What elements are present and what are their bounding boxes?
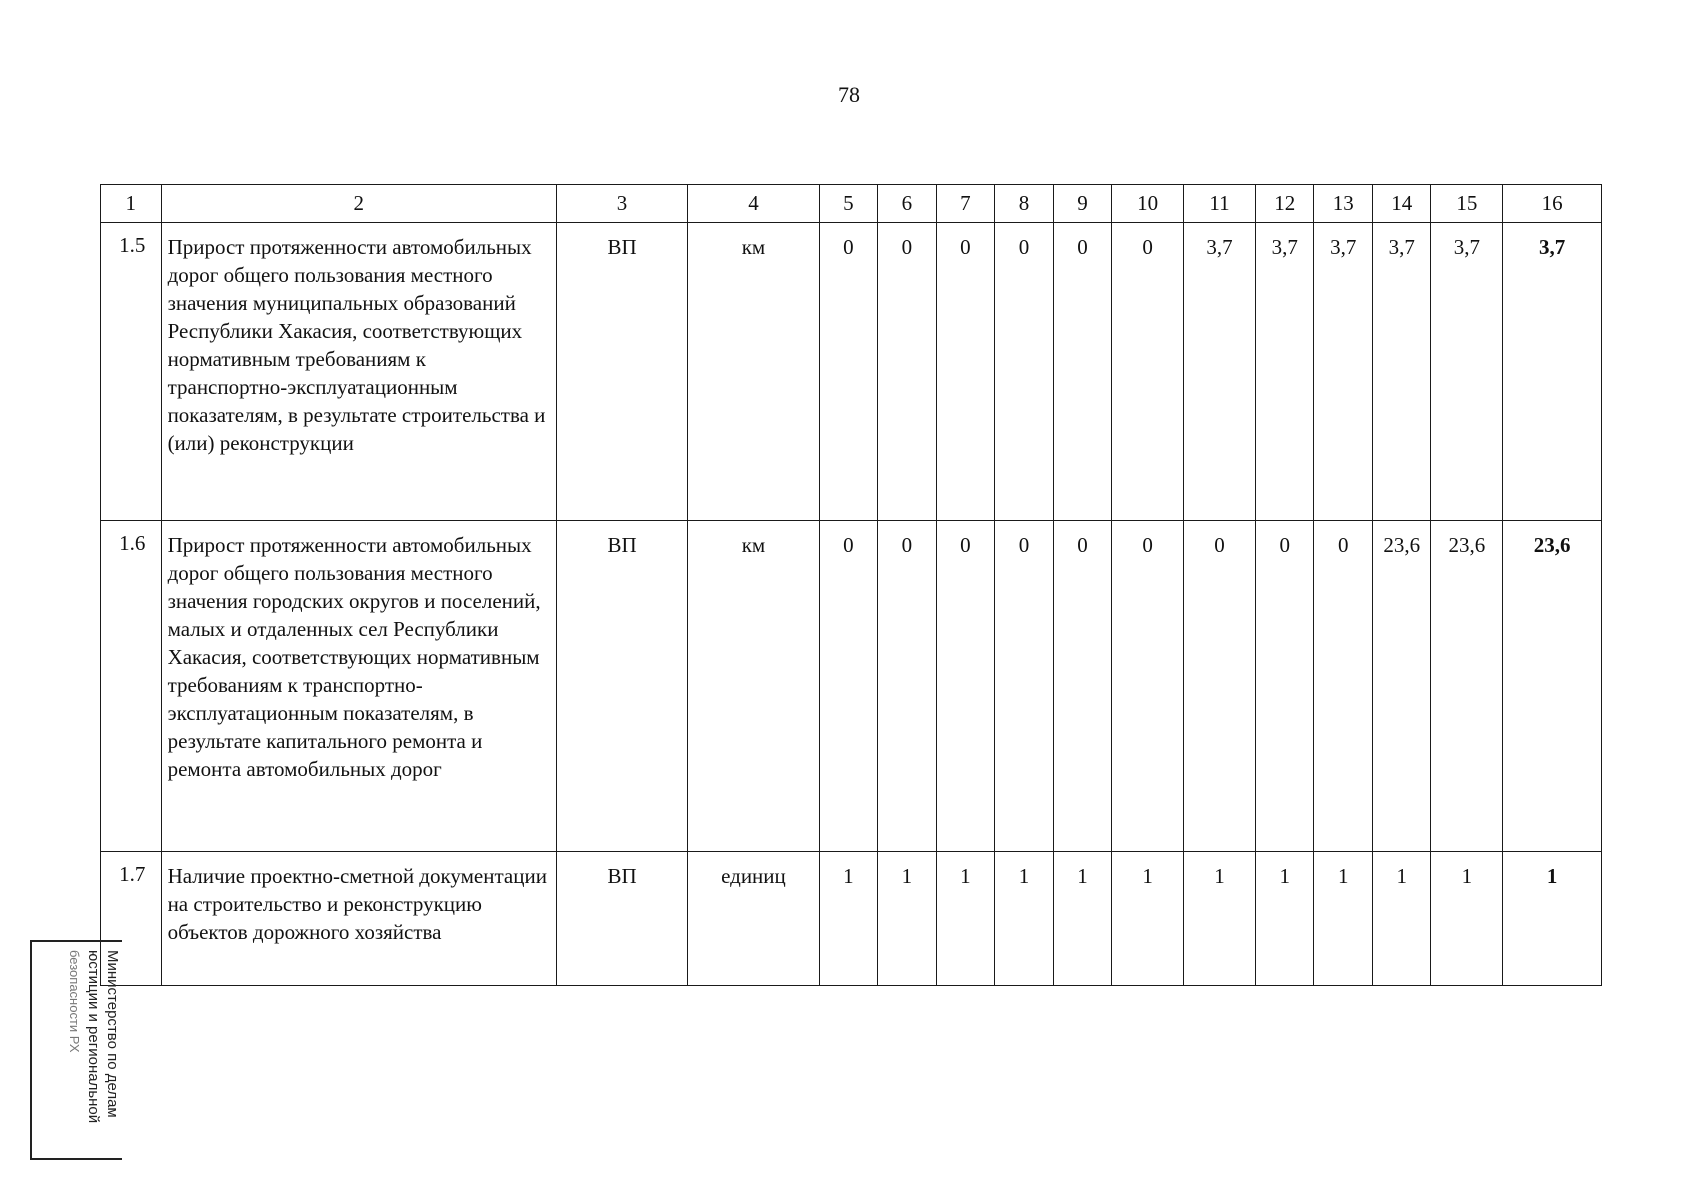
header-cell: 10: [1112, 185, 1184, 223]
value-cell: 0: [936, 223, 995, 521]
indicators-table: [100, 184, 1602, 986]
header-cell: 7: [936, 185, 995, 223]
page-number: 78: [838, 82, 860, 107]
header-cell: 16: [1503, 185, 1602, 223]
value-cell: 0: [1053, 521, 1112, 852]
value-cell: 0: [1184, 521, 1256, 852]
value-cell: 1: [1255, 852, 1314, 986]
value-cell: 1: [1053, 852, 1112, 986]
value-cell: 3,7: [1503, 223, 1602, 521]
indicator-name: Прирост протяженности автомобильных дорог общего пользования местного значения городских округов и поселений, малых и отдаленных сел Республики Хакасия, соответствующих нормативным требованиям к транспортно-эксплуатационным показателям, в результате капитального ремонта и ремонта автомобильных дорог: [161, 521, 556, 852]
value-cell: 0: [819, 223, 878, 521]
value-cell: 0: [1112, 223, 1184, 521]
value-cell: 0: [995, 521, 1054, 852]
value-cell: 1: [995, 852, 1054, 986]
stamp-text: [32, 942, 122, 1158]
row-number: 1.5: [101, 223, 162, 521]
value-cell: 0: [819, 521, 878, 852]
value-cell: 1: [878, 852, 937, 986]
value-cell: 1: [1503, 852, 1602, 986]
header-cell: 14: [1372, 185, 1431, 223]
value-cell: 0: [1112, 521, 1184, 852]
value-cell: 0: [878, 521, 937, 852]
value-cell: 1: [1314, 852, 1373, 986]
value-cell: 0: [936, 521, 995, 852]
value-cell: 0: [995, 223, 1054, 521]
value-cell: 3,7: [1372, 223, 1431, 521]
value-cell: 3,7: [1431, 223, 1503, 521]
header-cell: 12: [1255, 185, 1314, 223]
value-cell: 3,7: [1184, 223, 1256, 521]
indicator-unit: км: [688, 521, 819, 852]
indicator-unit: единиц: [688, 852, 819, 986]
value-cell: 23,6: [1372, 521, 1431, 852]
header-cell: 3: [556, 185, 687, 223]
registration-stamp: [30, 940, 122, 1160]
stamp-line: безопасности РХ: [67, 950, 82, 1053]
row-number: 1.6: [101, 521, 162, 852]
header-cell: 5: [819, 185, 878, 223]
indicator-name: Наличие проектно-сметной документации на строительство и реконструкцию объектов дорожного хозяйства: [161, 852, 556, 986]
value-cell: 1: [1184, 852, 1256, 986]
stamp-line: Министерство по делам: [104, 950, 121, 1118]
indicator-unit: км: [688, 223, 819, 521]
value-cell: 0: [1053, 223, 1112, 521]
stamp-line: юстиции и региональной: [85, 950, 102, 1124]
header-cell: 2: [161, 185, 556, 223]
value-cell: 3,7: [1255, 223, 1314, 521]
indicator-name: Прирост протяженности автомобильных дорог общего пользования местного значения муниципальных образований Республики Хакасия, соответствующих нормативным требованиям к транспортно-эксплуатационным показателям, в результате строительства и (или) реконструкции: [161, 223, 556, 521]
indicator-type: ВП: [556, 521, 687, 852]
header-cell: 13: [1314, 185, 1373, 223]
header-cell: 8: [995, 185, 1054, 223]
value-cell: 23,6: [1503, 521, 1602, 852]
header-cell: 11: [1184, 185, 1256, 223]
table-header-row: [101, 185, 1602, 223]
indicator-type: ВП: [556, 852, 687, 986]
value-cell: 0: [1314, 521, 1373, 852]
header-cell: 15: [1431, 185, 1503, 223]
header-cell: 9: [1053, 185, 1112, 223]
header-cell: 1: [101, 185, 162, 223]
value-cell: 0: [1255, 521, 1314, 852]
value-cell: 3,7: [1314, 223, 1373, 521]
value-cell: 1: [936, 852, 995, 986]
table-row: [101, 521, 1602, 852]
header-cell: 4: [688, 185, 819, 223]
value-cell: 1: [1372, 852, 1431, 986]
value-cell: 0: [878, 223, 937, 521]
value-cell: 1: [1431, 852, 1503, 986]
row-number: 1.7: [101, 852, 162, 986]
header-cell: 6: [878, 185, 937, 223]
value-cell: 1: [1112, 852, 1184, 986]
table-row: [101, 223, 1602, 521]
table-row: [101, 852, 1602, 986]
value-cell: 23,6: [1431, 521, 1503, 852]
value-cell: 1: [819, 852, 878, 986]
indicator-type: ВП: [556, 223, 687, 521]
